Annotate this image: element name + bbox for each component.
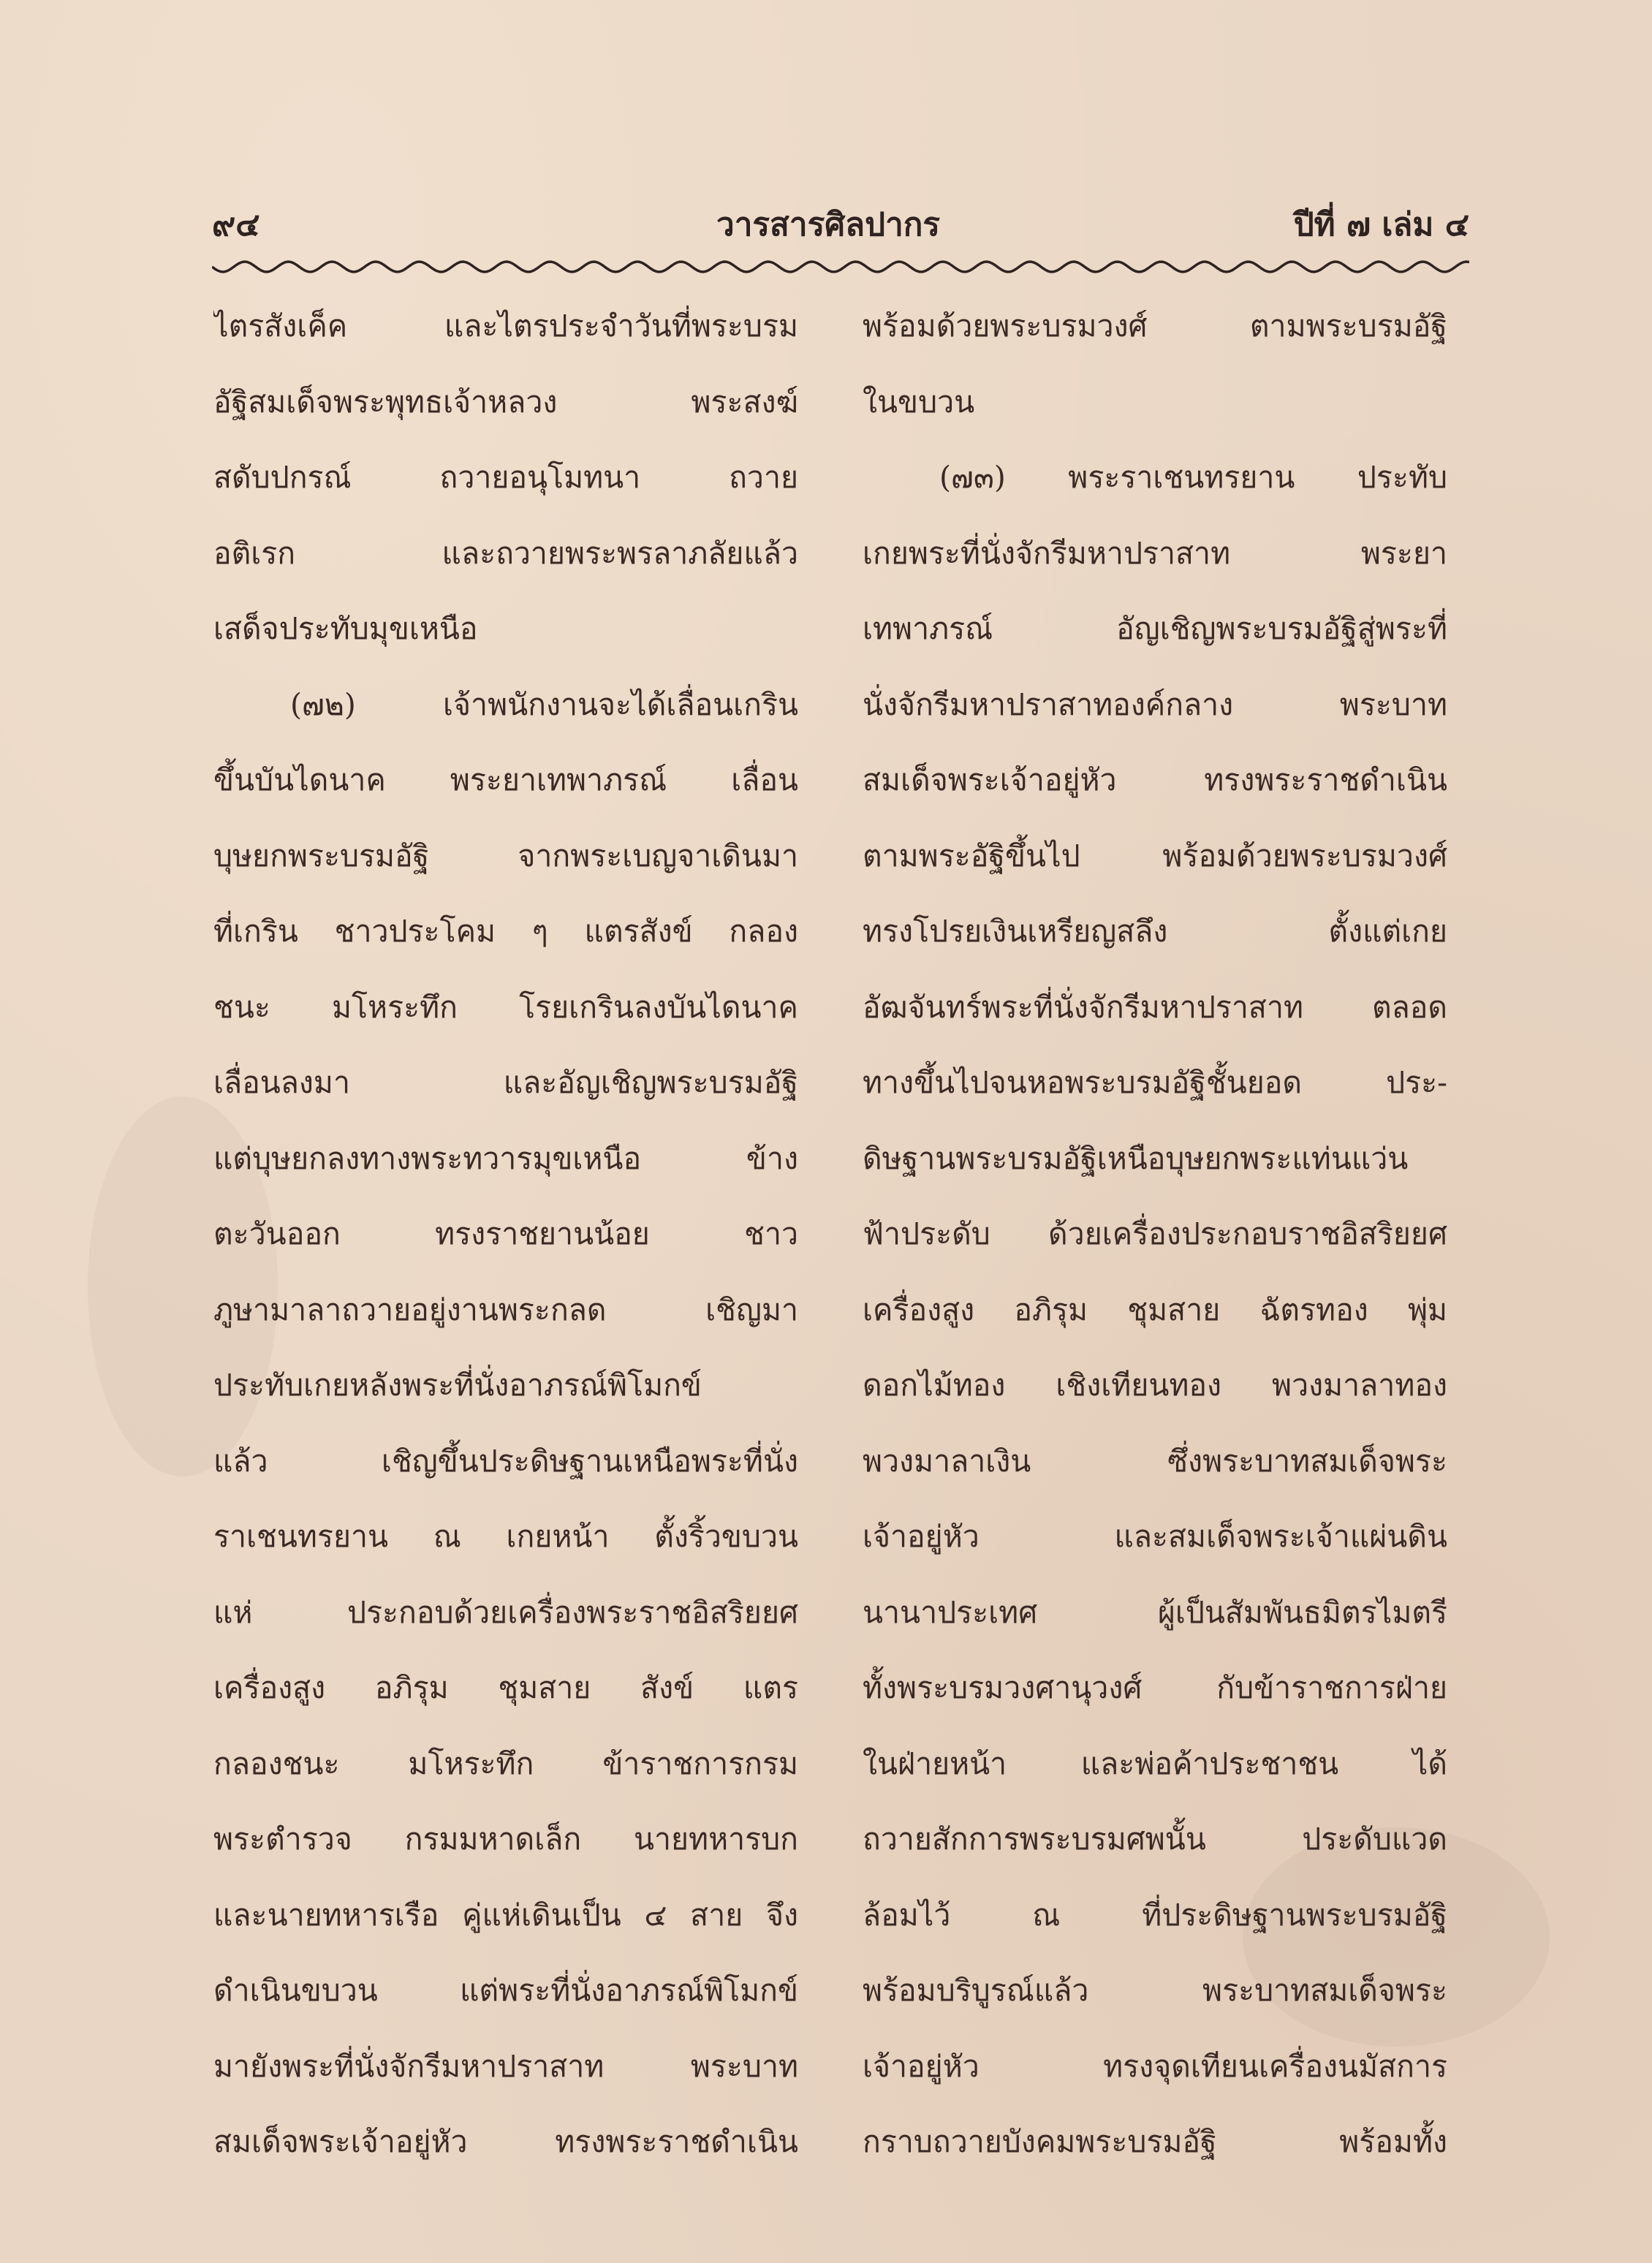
text-line: เกยพระที่นั่งจักรีมหาปราสาท พระยา: [863, 535, 1447, 571]
text-line: ไตรสังเค็ค และไตรประจำวันที่พระบรม: [213, 308, 798, 344]
text-line: และนายทหารเรือ คู่แห่เดินเป็น ๔ สาย จึง: [213, 1897, 798, 1933]
text-line: ตะวันออก ทรงราชยานน้อย ชาว: [213, 1216, 798, 1251]
text-line: สมเด็จพระเจ้าอยู่หัว ทรงพระราชดำเนิน: [213, 2124, 798, 2159]
text-line: ถวายสักการพระบรมศพนั้น ประดับแวด: [863, 1822, 1447, 1857]
text-line: ภูษามาลาถวายอยู่งานพระกลด เชิญมา: [213, 1292, 798, 1327]
text-line: ที่เกริน ชาวประโคม ๆ แตรสังข์ กลอง: [213, 914, 798, 949]
text-line: กราบถวายบังคมพระบรมอัฐิ พร้อมทั้ง: [863, 2124, 1447, 2159]
text-line: ตามพระอัฐิขึ้นไป พร้อมด้วยพระบรมวงศ์: [863, 838, 1447, 873]
text-line: อติเรก และถวายพระพรลาภลัยแล้ว: [213, 535, 798, 571]
text-line: (๗๒) เจ้าพนักงานจะได้เลื่อนเกริน: [290, 686, 798, 722]
text-line: เครื่องสูง อภิรุม ชุมสาย สังข์ แตร: [213, 1670, 798, 1705]
text-line: เทพาภรณ์ อัญเชิญพระบรมอัฐิสู่พระที่: [863, 611, 1447, 646]
text-line: ในขบวน: [863, 384, 975, 420]
text-line: อัฐิสมเด็จพระพุทธเจ้าหลวง พระสงฆ์: [213, 384, 798, 420]
text-line: สดับปกรณ์ ถวายอนุโมทนา ถวาย: [213, 460, 798, 495]
text-line: พวงมาลาเงิน ซึ่งพระบาทสมเด็จพระ: [863, 1443, 1447, 1479]
text-line: อัฒจันทร์พระที่นั่งจักรีมหาปราสาท ตลอด: [863, 989, 1447, 1025]
text-line: นั่งจักรีมหาปราสาทองค์กลาง พระบาท: [863, 686, 1447, 722]
issue-label: ปีที่ ๗ เล่ม ๔: [1293, 206, 1469, 243]
text-line: ดอกไม้ทอง เชิงเทียนทอง พวงมาลาทอง: [863, 1368, 1447, 1403]
text-line: แล้ว เชิญขึ้นประดิษฐานเหนือพระที่นั่ง: [213, 1443, 798, 1479]
text-line: พระตำรวจ กรมมหาดเล็ก นายทหารบก: [213, 1822, 798, 1857]
text-line: ดำเนินขบวน แต่พระที่นั่งอาภรณ์พิโมกข์: [213, 1973, 798, 2008]
text-line: แต่บุษยกลงทางพระทวารมุขเหนือ ข้าง: [213, 1140, 798, 1176]
text-line: ราเชนทรยาน ณ เกยหน้า ตั้งริ้วขบวน: [213, 1519, 798, 1554]
text-line: แห่ ประกอบด้วยเครื่องพระราชอิสริยยศ: [213, 1594, 798, 1630]
text-line: ทั้งพระบรมวงศานุวงศ์ กับข้าราชการฝ่าย: [863, 1670, 1447, 1705]
text-line: ฟ้าประดับ ด้วยเครื่องประกอบราชอิสริยยศ: [863, 1216, 1447, 1251]
text-line: เลื่อนลงมา และอัญเชิญพระบรมอัฐิ: [213, 1065, 798, 1100]
text-line: กลองชนะ มโหระทึก ข้าราชการกรม: [213, 1745, 798, 1781]
text-line: ชนะ มโหระทึก โรยเกรินลงบันไดนาค: [213, 989, 798, 1025]
text-line: ทางขึ้นไปจนหอพระบรมอัฐิชั้นยอด ประ-: [863, 1065, 1447, 1100]
text-line: บุษยกพระบรมอัฐิ จากพระเบญจาเดินมา: [213, 838, 798, 873]
text-line: (๗๓) พระราเชนทรยาน ประทับ: [939, 460, 1447, 495]
text-line: สมเด็จพระเจ้าอยู่หัว ทรงพระราชดำเนิน: [863, 762, 1447, 797]
page-number: ๙๔: [212, 206, 260, 243]
text-line: เครื่องสูง อภิรุม ชุมสาย ฉัตรทอง พุ่ม: [863, 1292, 1447, 1327]
left-column: [213, 289, 798, 2180]
text-line: พร้อมด้วยพระบรมวงศ์ ตามพระบรมอัฐิ: [863, 308, 1447, 344]
journal-title: วารสารศิลปากร: [716, 206, 941, 243]
text-line: ล้อมไว้ ณ ที่ประดิษฐานพระบรมอัฐิ: [863, 1897, 1447, 1933]
text-line: พร้อมบริบูรณ์แล้ว พระบาทสมเด็จพระ: [863, 1973, 1447, 2008]
wavy-divider: [212, 252, 1469, 281]
text-line: มายังพระที่นั่งจักรีมหาปราสาท พระบาท: [213, 2048, 798, 2084]
page-header: [212, 203, 1469, 254]
text-line: เสด็จประทับมุขเหนือ: [213, 611, 478, 646]
text-line: เจ้าอยู่หัว และสมเด็จพระเจ้าแผ่นดิน: [863, 1519, 1447, 1554]
text-line: ทรงโปรยเงินเหรียญสลึง ตั้งแต่เกย: [863, 914, 1447, 949]
text-line: ดิษฐานพระบรมอัฐิเหนือบุษยกพระแท่นแว่น: [863, 1140, 1409, 1176]
text-line: ประทับเกยหลังพระที่นั่งอาภรณ์พิโมกข์: [213, 1368, 702, 1403]
text-line: เจ้าอยู่หัว ทรงจุดเทียนเครื่องนมัสการ: [863, 2048, 1447, 2084]
right-column: [863, 289, 1447, 2180]
text-line: ขึ้นบันไดนาค พระยาเทพาภรณ์ เลื่อน: [213, 762, 798, 797]
text-line: ในฝ่ายหน้า และพ่อค้าประชาชน ได้: [863, 1745, 1447, 1781]
text-line: นานาประเทศ ผู้เป็นสัมพันธมิตรไมตรี: [863, 1594, 1447, 1630]
